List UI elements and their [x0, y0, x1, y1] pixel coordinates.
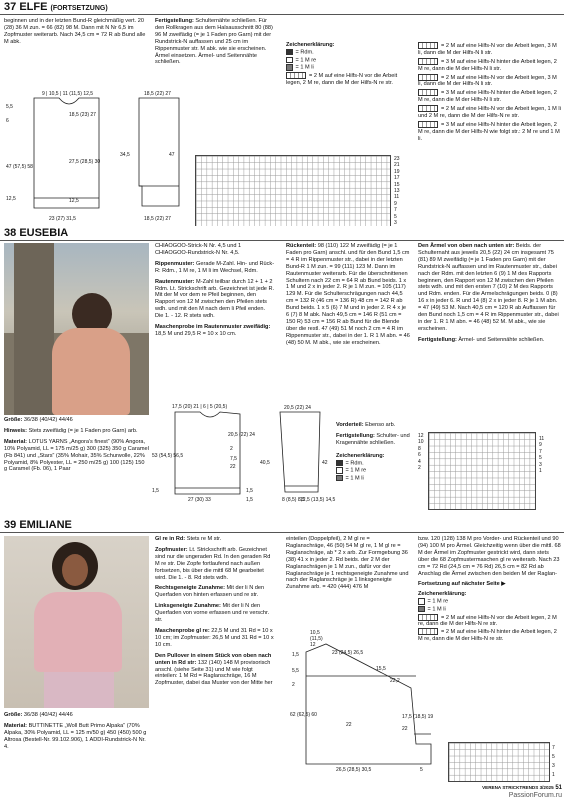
cable-symbol-icon: [418, 105, 438, 112]
zopfmuster-label: Zopfmuster:: [155, 546, 188, 553]
eusebia-chart-row-numbers-right: [539, 436, 549, 474]
fertigstellung-label: Fertigstellung:: [336, 432, 375, 439]
legend-item: = 3 M auf eine Hilfs-N hinter die Arbeit legen, 2 M re, dann die M der Hilfs-N li str.: [418, 90, 557, 104]
dim-label: 18,5 (22) 27: [144, 216, 171, 222]
material-label: Material:: [4, 722, 28, 729]
dim-label: 27,5 (28,5) 30: [69, 159, 101, 165]
dim-label: 22: [402, 726, 408, 732]
legend-item: = Rdm.: [295, 49, 314, 56]
watermark: PassionForum.ru: [508, 792, 562, 799]
legend-item: = 2 M auf eine Hilfs-N vor die Arbeit legen, 1 M li und 2 M re, dann die M der Hilfs-N re str.: [418, 106, 561, 120]
elfe-chart-row-numbers: [394, 156, 406, 226]
legend-item: = 1 M li: [345, 475, 364, 482]
dim-label: 18,5 (23) 27: [69, 112, 96, 118]
legend-item: = 2 M auf eine Hilfs-N vor die Arbeit legen, 3 M li, dann die M der Hilfs-N li str.: [418, 74, 557, 88]
eusebia-info: [4, 417, 149, 473]
dim-label: 53 (54,5) 56,5: [152, 453, 184, 459]
cable-symbol-icon: [418, 74, 438, 81]
row-number: 23: [394, 156, 400, 162]
fortsetzung-link[interactable]: Fortsetzung auf nächster Seite ▶: [418, 581, 506, 588]
row-number: 7: [539, 448, 542, 455]
cable-symbol-icon: [418, 121, 438, 128]
eusebia-schematic: [150, 402, 336, 504]
legend-item: = 1 M re: [295, 57, 317, 64]
dim-label: 8 (8,5) 8,5: [282, 497, 305, 503]
fertigstellung-text: Ärmel- und Seitennähte schließen.: [458, 336, 545, 343]
dim-label: 23 (24,5) 26,5: [332, 650, 364, 656]
legend-heading: Zeichenerklärung:: [286, 42, 335, 48]
knit-symbol-icon: [336, 467, 343, 474]
rueckenteil-text: 98 (110) 122 M zweifädig (= je 1 Faden pro Garn) anschl. und für den Bund 1,5 cm = 4 R im Rippenmuster str., dabei in der letzten Bund-R 1 M zun. = 99 (111) 123 M. Dann im Rautenmuster weiterarb. Für die überschnittenen Schultern nach 22 cm = 64 R ab Bund beids. 1 x 1 M und 2 x in jeder 2. R je 1 M zun. = 105 (117) 129 M. Für die Schulterschrägungen nach 44,5 cm = 132 R (46 cm = 136 R) 48 cm = 142 R ab Bund beids. 1 x 5 (6) 7 M und in jeder 2. R 4 x je 6 (7) 8 M abk. Nach 49,5 cm = 146 R (51 cm = 150 R) 53 cm = 156 R ab Bund für die Blende über die restl. 47 (49) 51 M noch 2 cm = 4 R im Rippenmuster str., dabei in der 1. R 1 M abn. = 46 (48) 50 M. M abk., wie sie erscheinen.: [286, 243, 410, 346]
dim-label: 22,2: [390, 678, 400, 684]
dim-label: 12,5: [69, 198, 79, 204]
rechts-zunahme-label: Rechtsgeneigte Zunahme:: [155, 585, 225, 592]
material-text: BUTTINETTE „Woll Butt Primo Alpaka“ (70% Alpaka, 30% Polyamid, LL = 125 m/50 g) 450 (450) 500 g Altrosa (Bestell-Nr. 99.102.906), 1 ADDI-Rundstrick-N Nr. 4.: [4, 722, 147, 750]
dim-label: 12,5 (13,5) 14,5: [300, 497, 336, 503]
row-number: 19: [394, 168, 400, 175]
dim-label: 7,5: [230, 456, 237, 462]
row-number: 11: [539, 436, 545, 442]
emiliane-col2: [155, 536, 275, 687]
links-zunahme-label: Linksgeneigte Zunahme:: [155, 603, 221, 610]
row-number: 1: [552, 772, 555, 778]
legend-item: = 1 M re: [345, 468, 367, 474]
dim-label: 1,5: [152, 488, 159, 494]
rueckenteil-label: Rückenteil:: [286, 243, 317, 249]
maschenprobe-label: Maschenprobe im Rautenmuster zweifädig:: [155, 324, 271, 331]
section-number: 38: [4, 227, 17, 239]
row-number: 21: [394, 162, 400, 169]
rippenmuster-label: Rippenmuster:: [155, 260, 195, 267]
emiliane-col3-text: einteilen (Doppelpfeil), 2 M gl re = Raglanschräge, 46 (50) 54 M gl re, 1 M gl re = Raglanschräge, ab * 2 x arb. Zur Formgebung 36 (38) 41 x in jeder 2. Rd beids. der 2 M der Raglanschrägen je 1 M zun., dafür vor der Raglanschräge je 1 rechtsgeneigte Zunahme und nach der Raglanschräge je 1 linksgeneigte Zunahme arb. = 420 (444) 476 M: [286, 536, 409, 591]
legend-item: = 3 M auf eine Hilfs-N hinter die Arbeit legen, 2 M re, dann die M der Hilfs-N li str.: [418, 58, 557, 72]
legend-item: = Rdm.: [345, 460, 364, 467]
links-zunahme-text: Mit der li N den Querfaden von vorne erfassen und re verschr. str.: [155, 603, 270, 624]
hinweis-label: Hinweis:: [4, 427, 28, 434]
needles-text: CHIAOGOO-Strick-N Nr. 4,5 und 1 CHIAOGOO-Rundstrick-N Nr. 4,5.: [155, 243, 242, 256]
dim-label: 18,5 (22) 27: [144, 91, 171, 97]
aermel-label: Den Ärmel von oben nach unten str:: [418, 243, 515, 249]
dim-label: 34,5: [120, 152, 130, 158]
pullover-label: Den Pullover in einem Stück von oben nach unten in Rd str:: [155, 652, 272, 666]
dim-label: 27 (30) 33: [188, 497, 211, 503]
eusebia-col3: [286, 243, 410, 347]
emiliane-schematic: [286, 626, 446, 772]
size-label: Größe:: [4, 712, 23, 718]
row-number: 1: [539, 468, 542, 475]
legend-heading: Zeichenerklärung:: [336, 452, 385, 459]
row-number: 4: [418, 458, 421, 465]
row-number: 7: [394, 207, 397, 214]
eusebia-diamond-chart: [428, 432, 536, 510]
section-38-header: [0, 226, 564, 241]
legend-item: = 2 M auf eine Hilfs-N vor die Arbeit legen, 3 M li, dann die M der Hilfs-N li str.: [418, 42, 557, 56]
vorderteil-label: Vorderteil:: [336, 422, 364, 428]
elfe-legend-right: [418, 42, 561, 143]
size-value: 36/38 (40/42) 44/46: [23, 712, 73, 718]
row-number: 9: [394, 200, 397, 207]
purl-symbol-icon: [418, 606, 425, 613]
dim-label: 26,5 (28,5) 30,5: [336, 767, 372, 772]
row-number: 10: [418, 439, 424, 446]
section-title: EUSEBIA: [19, 227, 69, 239]
elfe-schematic: [4, 88, 194, 224]
row-number: 2: [418, 465, 421, 472]
row-number: 5: [539, 455, 542, 462]
row-number: 7: [552, 745, 555, 751]
legend-item: = 2 M auf eine Hilfs-N vor die Arbeit legen, 2 M re, dann die M der Hilfs-N re str.: [286, 72, 398, 86]
size-label: Größe:: [4, 417, 23, 423]
dim-label: 40,5: [260, 460, 270, 466]
legend-item: = 3 M auf eine Hilfs-N hinter die Arbeit legen, 2 M re, dann die M der Hilfs-N wie folgt str.: 2 M re und 1 M li.: [418, 121, 560, 142]
legend-item: = 2 M auf eine Hilfs-N vor die Arbeit legen, 2 M re, dann die M der Hilfs-N re str.: [418, 614, 557, 628]
material-label: Material:: [4, 438, 28, 445]
dim-label: 12,5: [6, 196, 16, 202]
aermel-text: Beids. der Schulternaht aus jeweils 20,5 (22) 24 cm insgesamt 75 (81) 89 M zweifädig (= je 1 Faden pro Garn) mit der Rundstrick-N auffassen und im Rautenmuster str., dabei nach der Rdm. mit den letzten 6 (9) 1 M des Rapports beginnen, den Rapport von 12 M zwischen den Pfeilen stets wdh. und mit den ersten 7 (10) 2 M des Rapports und Rdm. enden. Für die Armelschrägungen beids. 0 (8) 16 x in jeder 6. R und 14 (8) 2 x in jeder 8. R je 1 M abn. = 47 (49) 53 M. Nach 40,5 cm = 120 R ab Auffassen für den Bund noch 1,5 cm = 4 R im Rippenmuster str., dabei in der 1. R 1 M abn. = 46 (48) 52 M. M abk., wie sie erscheinen.: [418, 243, 559, 332]
knit-symbol-icon: [418, 598, 425, 605]
row-number: 11: [394, 194, 400, 201]
material-text: LOTUS YARNS „Angora's finest“ (90% Angora, 10% Polyamid, LL = 175 m/25 g) 300 (325) 350 g Caramel (Fb 841) und „Stars“ (35% Mohair, 35% Schurwolle, 22% Polyamid, 8% Polyester, LL = 250 m/25 g) 100 (125) 150 g Caramel (Fb. 06), 1 Paar: [4, 438, 149, 473]
fertigstellung-text: Schulternähte schließen. Für den Rollkragen aus dem Halsausschnitt 80 (88) 96 M zweifädig (= je 1 Faden pro Garn) mit der Rundstrick-N auffassen und 25 cm im Rippenmuster str. M abk. wie sie erscheinen. Ärmel einsetzen. Ärmel- und Seitennähte schließen.: [155, 18, 273, 66]
cable-front-symbol-icon: [418, 614, 438, 621]
dim-label: 1,5: [246, 488, 253, 494]
dim-label: 1,5: [292, 652, 299, 658]
dim-label: 5,5: [292, 668, 299, 674]
hinweis-text: Stets zweifädig (= je 1 Faden pro Garn) arb.: [28, 427, 138, 434]
row-number: 17: [394, 175, 400, 182]
section-title: EMILIANE: [19, 519, 72, 531]
legend-item: = 1 M re: [427, 598, 449, 605]
cable-symbol-icon: [286, 72, 306, 79]
eusebia-col2: [155, 243, 275, 338]
dim-label: 1,5: [246, 497, 253, 503]
dim-label: 23 (27) 31,5: [49, 216, 76, 222]
rdm-symbol-icon: [336, 460, 343, 467]
dim-label: 17,5 (20) 21 | 6 | 5 (20,5): [172, 404, 228, 410]
fertigstellung-label: Fertigstellung:: [418, 336, 457, 343]
dim-label: 22: [230, 464, 236, 470]
rautenmuster-text: M-Zahl teilbar durch 12 + 1 + 2 Rdm. Lt. Strickschrift arb. Gezeichnet ist jede R. Mit der M vor dem re Pfeil beginnen, den Rapport von 12 M zwischen den Pfeilen stets wdh. und mit den M nach dem li Pfeil enden. Die 1. - 12. R stets wdh.: [155, 278, 275, 320]
dim-label: 2: [230, 446, 233, 452]
dim-label: 15,5: [376, 666, 386, 672]
maschenprobe-text: 18,5 M und 29,5 R = 10 x 10 cm.: [155, 330, 237, 337]
row-number: 5: [394, 213, 397, 220]
purl-symbol-icon: [286, 64, 293, 71]
row-number: 13: [394, 188, 400, 195]
row-number: 3: [539, 461, 542, 468]
row-number: 3: [552, 763, 555, 769]
size-value: 36/38 (40/42) 44/46: [23, 417, 73, 423]
cable-symbol-icon: [418, 42, 438, 49]
dim-label: 47 (57,5) 58: [6, 164, 33, 170]
dim-label: 5: [420, 767, 423, 772]
gl-re-label: Gl re in Rd:: [155, 536, 186, 542]
emiliane-cable-chart: [448, 742, 550, 782]
eusebia-col3b: [336, 422, 414, 483]
rdm-symbol-icon: [286, 49, 293, 56]
row-number: 9: [539, 442, 542, 449]
section-subtitle: (FORTSETZUNG): [50, 5, 108, 12]
rippenmuster-text: Gerade M-Zahl. Hin- und Rück-R: Rdm., 1 M re, 1 M li im Wechsel, Rdm.: [155, 260, 275, 274]
emiliane-chart-row-numbers: [552, 744, 562, 780]
fertigstellung-label: Fertigstellung:: [155, 18, 194, 24]
rautenmuster-label: Rautenmuster:: [155, 278, 195, 285]
cable-symbol-icon: [418, 89, 438, 96]
vorderteil-text: Ebenso arb.: [365, 422, 396, 428]
section-39-header: [0, 518, 564, 533]
emiliane-model-photo: [4, 536, 149, 708]
purl-symbol-icon: [336, 475, 343, 482]
maschenprobe-text: 22,5 M und 31 Rd = 10 x 10 cm; im Zopfmuster: 26,5 M und 31 Rd = 10 x 10 cm.: [155, 627, 274, 648]
elfe-legend: [286, 42, 411, 87]
legend-item: = 1 M li: [427, 606, 446, 613]
elfe-cable-chart: [195, 155, 391, 229]
cable-symbol-icon: [418, 58, 438, 65]
dim-label: 5,5: [6, 104, 13, 110]
dim-label: 20,5 (22) 24: [228, 432, 255, 438]
rechts-zunahme-text: Mit der li N den Querfaden von hinten erfassen und re str.: [155, 585, 265, 599]
row-number: 5: [552, 754, 555, 760]
dim-label: (11,5): [310, 636, 323, 642]
magazine-brand: VERENA STRICKTRENDS 3/2025: [482, 785, 554, 790]
page-footer: [452, 784, 562, 792]
dim-label: 17,5 (18,5) 19: [402, 714, 434, 720]
emiliane-col4-text: bzw. 120 (128) 138 M pro Vorder- und Rückenteil und 90 (94) 100 M pro Ärmel. Gleichzeitig wenn über die mittl. 68 M der Ärmel im Zopfmuster gestrickt wird, dann stets über die 68 Zopfmustermaschen gl re weiterarb. Nach 23 cm = 72 Rd (24,5 cm = 76 Rd) 26,5 cm = 82 Rd ab Anschlag die Ärmel zwischen den beiden M der Raglan-: [418, 536, 561, 577]
row-number: 6: [418, 452, 421, 459]
dim-label: 62 (62,5) 60: [290, 712, 317, 718]
pullover-text: 132 (140) 148 M provisorisch anschl. (siehe Seite 31) und M wie folgt einteilen: 1 M Rd = Raglanschräge, 16 M Zopfmuster, dabei das Muster von der Mitte her: [155, 659, 273, 687]
knit-symbol-icon: [286, 57, 293, 64]
legend-heading: Zeichenerklärung:: [418, 591, 467, 598]
legend-item: = 1 M li: [295, 64, 314, 71]
gl-re-text: Stets re M str.: [186, 536, 222, 542]
dim-label: 6: [6, 118, 9, 124]
eusebia-chart-row-numbers-left: [418, 433, 428, 471]
elfe-body-text: beginnen und in der letzten Bund-R gleichmäßig vert. 20 (28) 36 M zun. = 66 (82) 98 M. Dann mit N Nr 6,5 im Zopfmuster weiterarb. Nach 34,5 cm = 72 R ab Bund alle M abk.: [4, 18, 146, 45]
dim-label: 42: [322, 460, 328, 466]
elfe-fertigstellung: [155, 18, 275, 66]
section-37-header: [0, 0, 564, 15]
row-number: 12: [418, 433, 424, 439]
maschenprobe-label: Maschenprobe gl re:: [155, 627, 210, 634]
row-number: 3: [394, 220, 397, 227]
eusebia-col4: [418, 243, 561, 344]
section-number: 37: [4, 1, 17, 13]
page-number: 51: [555, 785, 562, 791]
dim-label: 2: [292, 682, 295, 688]
fertigstellung-text: Schulter- und Kragennähte schließen.: [336, 432, 410, 446]
eusebia-model-photo: [4, 243, 149, 415]
dim-label: 10,5: [310, 630, 320, 636]
dim-label: 12: [310, 642, 316, 648]
dim-label: 20,5 (22) 24: [284, 405, 311, 411]
section-number: 39: [4, 519, 17, 531]
emiliane-info: [4, 712, 149, 751]
dim-label: 47: [169, 152, 175, 158]
dim-label: 9 | 10,5 | 11 (11,5) 12,5: [42, 91, 94, 97]
dim-label: 22: [346, 722, 352, 728]
legend-item: = 2 M auf eine Hilfs-N hinter die Arbeit legen, 2 M re, dann die M der Hilfs-N re str.: [418, 629, 557, 643]
zopfmuster-text: Lt. Strickschrift arb. Gezeichnet sind nur die ungeraden Rd. In den geraden Rd M re str. Die Zopfe fortlaufend nach außen fortsetzen, bis über die mittl 68 M gearbeitet wird. Die 1. - 8. Rd stets wdh.: [155, 546, 271, 581]
row-number: 8: [418, 445, 421, 452]
row-number: 15: [394, 181, 400, 188]
section-title: ELFE: [19, 1, 48, 13]
